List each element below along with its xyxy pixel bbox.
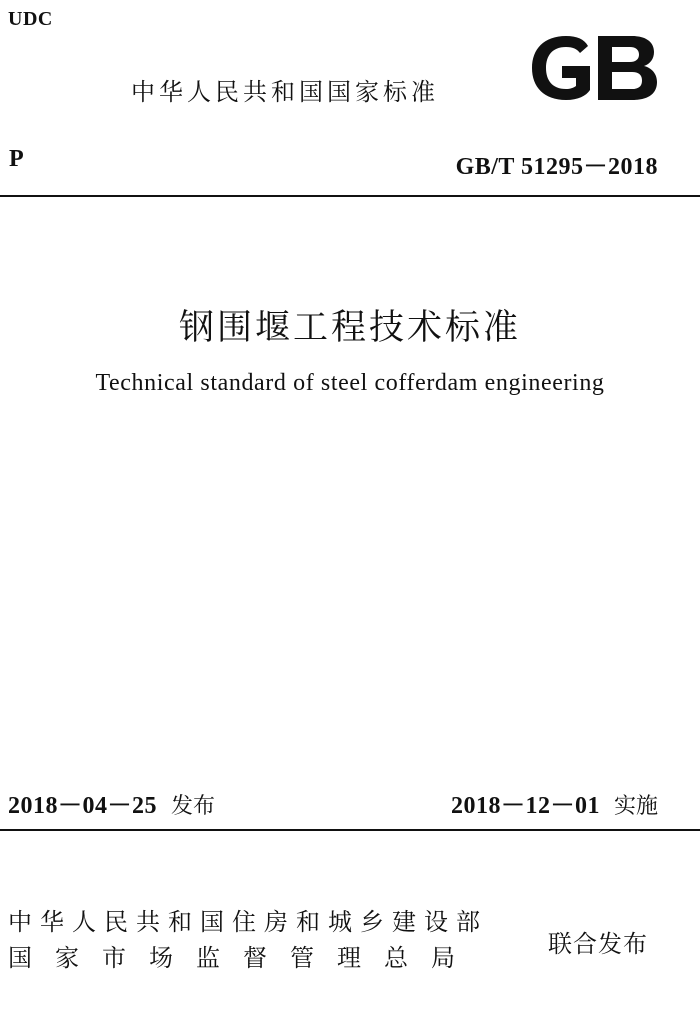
standard-title-chinese: 钢围堰工程技术标准 bbox=[178, 308, 521, 348]
udc-label: UDC bbox=[8, 8, 53, 30]
issue-date: 2018－04－25 bbox=[8, 793, 157, 819]
issuer-administration: 国家市场监督管理总局 bbox=[8, 944, 478, 972]
issue-label: 发布 bbox=[171, 794, 216, 819]
top-divider bbox=[0, 195, 700, 197]
gb-logo bbox=[528, 32, 660, 104]
issue-date-block bbox=[8, 785, 215, 820]
national-standard-title: 中华人民共和国国家标准 bbox=[131, 78, 439, 106]
issuer-ministry: 中华人民共和国住房和城乡建设部 bbox=[8, 908, 488, 936]
bottom-divider bbox=[0, 829, 700, 831]
implementation-date-block bbox=[451, 785, 658, 820]
standard-number: GB/T 51295－2018 bbox=[455, 154, 658, 180]
implementation-label: 实施 bbox=[613, 794, 658, 819]
joint-release-label: 联合发布 bbox=[548, 930, 648, 958]
standard-title-english: Technical standard of steel cofferdam engineering bbox=[95, 370, 605, 396]
implementation-date: 2018－12－01 bbox=[450, 793, 600, 819]
category-code: P bbox=[9, 146, 24, 172]
